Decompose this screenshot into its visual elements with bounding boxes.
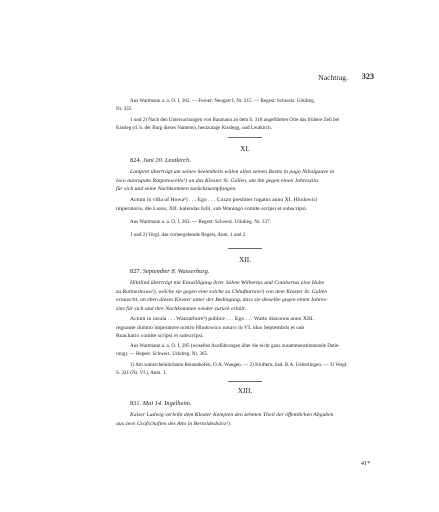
document-date [130,268,209,275]
page-number: 323 [361,72,374,81]
footnote-line: 1 und 2) Vergl. das vorhergehende Regest, Anm. 1 und 2. [130,232,247,238]
charter-line: imperatoris, die Lunis, XII. kalendas Iulii, sub Waningo comite scripsi et subscripsi. [116,205,308,212]
footnote-line: Kissleg (d. h. der Burg dieses Namens), heutzutage Kisslegg, und Leutkirch. [116,124,272,131]
regest-line: für sich und seine Nachkommen zurückzuempfangen. [116,186,237,193]
footnotes [116,117,374,132]
charter-line: Ruachario comite scripsi et subscripsi. [116,333,204,340]
source-line: Nr. 335. [116,105,133,112]
footnotes [116,232,374,240]
source-line: Aus Wartmann a. a. O. I, 285 (woselbst Ausführungen über die nicht ganz zusammenstimmende Datie- [130,343,340,349]
date-year: 827. [130,268,142,275]
source-line: Aus Wartmann a. a. O. I, 262. — Ferner: Neugart I, Nr. 215. — Regest: Schweiz. Urkdreg. [130,98,316,104]
regest [116,168,374,194]
charter-line: Actum in villa uf Howa²) . . . Ego . . . Cozzo presbiter rogatus anno XI. Hludowici [130,197,318,203]
section-divider [228,381,262,382]
page-header [116,73,374,84]
document-date [130,157,191,164]
source-line: rung). — Regest: Schweiz. Urkdreg. Nr. 365. [116,350,209,357]
regest-line: aus zwei Grafschaften des Atto in Bertoldesbara¹). [116,420,232,427]
regest-line: Hiltilind überträgt mit Einwilligung ihrer Söhne Wilbertus und Cotabertus eine Hube [130,280,325,286]
charter-line: Actum in insula . . . Wazzarbure³) publice . . . Ego . . . Watto diaconus anno XIII. [130,316,315,322]
section-number: XII. [238,255,252,264]
charter-line: regnante domno imperatore nostro Hludowico notavi in VI. idus Septembris et sub [116,324,305,331]
source-line: Aus Wartmann a. a. O. I, 263. — Regest: Schweiz. Urkdreg. Nr. 337. [130,219,271,225]
signature-mark: 41* [361,461,370,467]
section-number: XIII. [237,386,253,395]
regest-line: Kaiser Ludwig verleiht dem Kloster Kempten den zehnten Theil der öffentlichen Abgaben [130,412,334,418]
section-divider [228,137,262,138]
footnote-line: 1 und 2) Nach den Untersuchungen von Baumann an dem S. 318 angeführten Orte das frühere Zell bei [130,117,340,123]
regest-line: zins für sich und ihre Nachkommen wieder zurück erhält. [116,305,247,312]
document-date [130,400,191,407]
date-place: September 8. Wasserburg. [142,268,210,275]
charter-text [116,315,374,341]
source-reference [116,219,374,227]
regest [116,411,374,428]
date-year: 824. [130,157,142,164]
source-reference [116,343,374,358]
section-divider [228,248,262,249]
date-year: 831. [130,400,142,407]
date-place: Juni 20. Leutkirch. [142,157,191,164]
footnote-line: 1) Am wahrscheinlichsten Reinenhofen, O.A. Wangen. — 2) Kluftern, bad. B.A. Ueberlingen. — 3) Vergl. [130,362,348,368]
regest-line: Lantpret überträgt um seines Seelenheils willen allen seinen Besitz in pago Nibalgauve in [130,169,335,175]
section-number: XI. [240,144,250,153]
source-reference [116,98,374,113]
date-place: Mai 14. Ingelheim. [142,400,192,407]
footnotes [116,362,374,377]
charter-text [116,196,374,213]
regest-line: ertauscht, an eben dieses Kloster unter der Bedingung, dass sie dieselbe gegen einen Jahres- [116,297,328,304]
footnote-line: S. 321 (Nr. VI.), Anm. 1. [116,369,167,376]
regest-line: loco nuncupato Ratpotescella¹) an das Kloster St. Gallen, um ihn gegen einen Jahreszins [116,177,319,184]
regest-line: zu Ratineshowa¹), welche sie gegen eine solche zu Chhufturnon²) von dem Kloster St. Gallen [116,288,328,295]
running-title: Nachtrag. [318,73,348,82]
regest [116,279,374,313]
